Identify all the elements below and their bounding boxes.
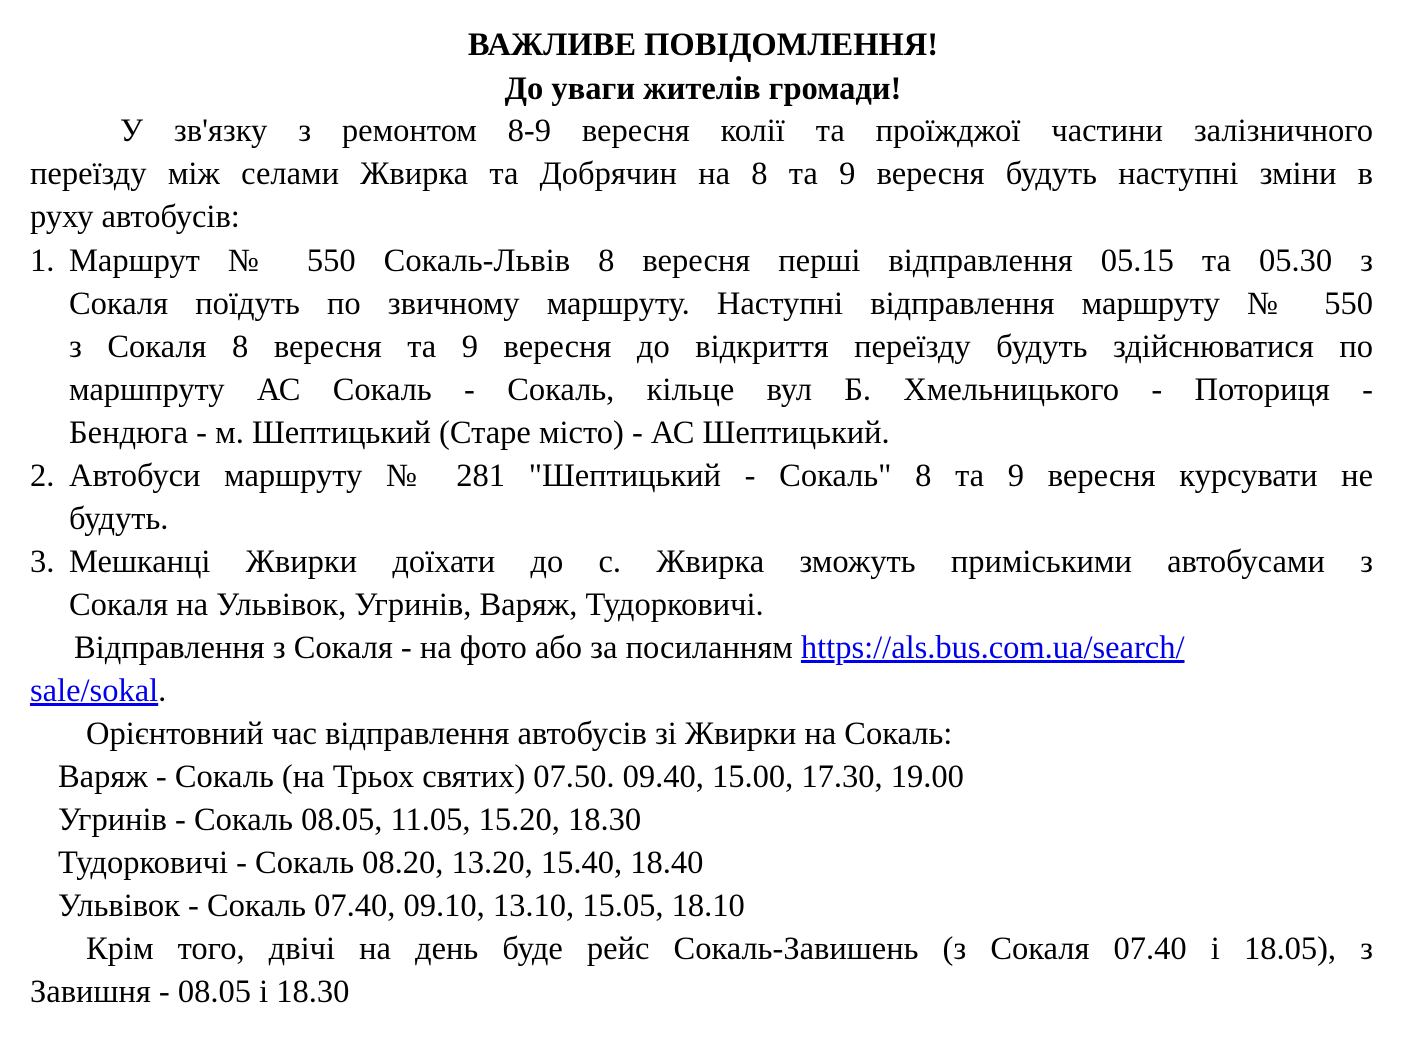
schedule-row-ulvivok: Ульвівок - Сокаль 07.40, 09.10, 13.10, 15.05, 18.10 bbox=[58, 888, 745, 924]
notice-title: ВАЖЛИВЕ ПОВІДОМЛЕННЯ! bbox=[467, 27, 939, 63]
schedule-row-varyazh: Варяж - Сокаль (на Трьох святих) 07.50. 09.40, 15.00, 17.30, 19.00 bbox=[58, 759, 964, 795]
notice-subtitle: До уваги жителів громади! bbox=[504, 71, 902, 107]
intro-line-2: переїзду між селами Жвирка та Добрячин на 8 та 9 вересня будуть наступні зміни в bbox=[30, 156, 1373, 192]
departure-line-1 bbox=[74, 627, 1185, 670]
item-3-line-1: Мешканці Жвирки доїхати до с. Жвирка зможуть приміськими автобусами з bbox=[69, 544, 1373, 580]
item-1-line-2: Сокаля поїдуть по звичному маршруту. Наступні відправлення маршруту № 550 bbox=[69, 286, 1373, 322]
closing-line-2: Завишня - 08.05 і 18.30 bbox=[30, 974, 350, 1010]
item-1-line-1: Маршрут № 550 Сокаль-Львів 8 вересня перші відправлення 05.15 та 05.30 з bbox=[69, 243, 1373, 279]
item-1-number: 1. bbox=[30, 243, 55, 279]
item-2-line-1: Автобуси маршруту № 281 "Шептицький - Сокаль" 8 та 9 вересня курсувати не bbox=[69, 458, 1373, 494]
schedule-link-part-2[interactable]: sale/sokal bbox=[30, 673, 159, 709]
departure-line-2 bbox=[30, 670, 166, 713]
departure-text: Відправлення з Сокаля - на фото або за посиланням bbox=[74, 630, 801, 666]
intro-line-3: руху автобусів: bbox=[30, 199, 240, 235]
intro-line-1: У зв'язку з ремонтом 8-9 вересня колії та проїжджої частини залізничного bbox=[120, 113, 1373, 149]
item-3-number: 3. bbox=[30, 544, 55, 580]
departure-period: . bbox=[158, 673, 167, 709]
item-1-line-3: з Сокаля 8 вересня та 9 вересня до відкриття переїзду будуть здійснюватися по bbox=[69, 329, 1373, 365]
item-2-line-2: будуть. bbox=[69, 501, 169, 537]
schedule-heading: Орієнтовний час відправлення автобусів зі Жвирки на Сокаль: bbox=[86, 716, 953, 752]
item-1-line-5: Бендюга - м. Шептицький (Старе місто) - АС Шептицький. bbox=[69, 415, 890, 451]
item-2-number: 2. bbox=[30, 458, 55, 494]
item-3-line-2: Сокаля на Ульвівок, Угринів, Варяж, Тудорковичі. bbox=[69, 587, 764, 623]
schedule-link-part-1[interactable]: https://als.bus.com.ua/search/ bbox=[800, 630, 1185, 666]
closing-line-1: Крім того, двічі на день буде рейс Сокаль-Завишень (з Сокаля 07.40 і 18.05), з bbox=[86, 931, 1373, 967]
schedule-row-tudorkovychi: Тудорковичі - Сокаль 08.20, 13.20, 15.40, 18.40 bbox=[58, 845, 704, 881]
schedule-row-uhryniv: Угринів - Сокаль 08.05, 11.05, 15.20, 18.30 bbox=[58, 802, 642, 838]
item-1-line-4: маршпруту АС Сокаль - Сокаль, кільце вул Б. Хмельницького - Поториця - bbox=[69, 372, 1373, 408]
